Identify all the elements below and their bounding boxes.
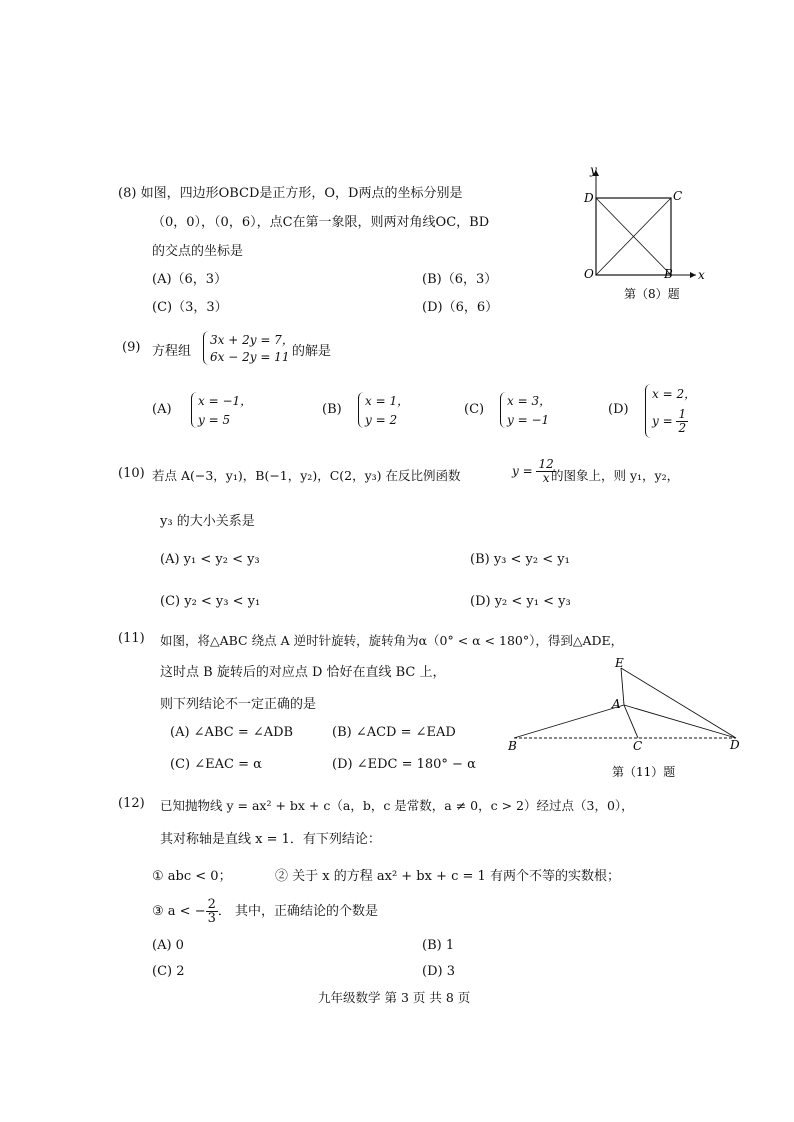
- q11-line-ed: [621, 668, 736, 738]
- q9-option-d-x: x = 2，: [652, 387, 697, 401]
- q12-item3-prefix: ③ a < −: [152, 904, 206, 919]
- q8-text-1: 如图，四边形OBCD是正方形，O，D两点的坐标分别是: [140, 186, 463, 201]
- q9-eq2: 6x − 2y = 11: [210, 350, 290, 364]
- q11-label-c: C: [633, 739, 643, 753]
- q11-option-d: (D) ∠EDC = 180° − α: [332, 757, 476, 772]
- q11-caption: 第（11）题: [612, 765, 676, 779]
- q9-option-a-y: y = 5: [198, 413, 231, 427]
- q9-option-d-y-prefix: y =: [652, 414, 673, 428]
- q8-option-b: (B)（6，3）: [422, 272, 498, 287]
- q11-stem-line2: 这时点 B 旋转后的对应点 D 恰好在直线 BC 上，: [160, 665, 446, 680]
- q8-label-o: O: [584, 267, 594, 281]
- q9-system-brace: [203, 331, 210, 365]
- q9-option-c-x: x = 3，: [507, 394, 552, 408]
- q8-stem-line2: （0，0），（0，6），点C在第一象限，则两对角线OC，BD: [152, 215, 490, 230]
- q11-line-ac: [624, 705, 638, 738]
- q9-option-b-brace: [358, 392, 365, 428]
- q10-option-d: (D) y₂ < y₁ < y₃: [470, 594, 571, 609]
- q9-option-d-fraction: [676, 408, 688, 435]
- q9-option-d-den: 2: [678, 421, 687, 435]
- q9-number: (9): [122, 340, 141, 355]
- q11-label-a: A: [612, 697, 621, 711]
- q11-figure: [500, 650, 756, 782]
- q9-option-d-label: (D): [608, 402, 629, 417]
- q10-stem-a: 若点 A(−3，y₁)，B(−1，y₂)，C(2，y₃) 在反比例函数: [152, 468, 461, 483]
- q12-option-c: (C) 2: [152, 964, 185, 979]
- q8-option-c: (C)（3，3）: [152, 300, 228, 315]
- q9-option-b-x: x = 1，: [365, 394, 410, 408]
- q10-func-den: x: [542, 471, 550, 485]
- q11-label-d: D: [730, 738, 740, 752]
- q12-item1: ① abc < 0；: [152, 869, 232, 884]
- q11-option-a: (A) ∠ABC = ∠ADB: [170, 725, 294, 740]
- q12-number: (12): [118, 796, 145, 811]
- q11-label-b: B: [508, 739, 517, 753]
- q10-stem-line2: y₃ 的大小关系是: [160, 514, 255, 529]
- q10-function: [512, 458, 556, 485]
- q12-item3-suffix: ． 其中，正确结论的个数是: [217, 904, 379, 919]
- q8-caption: 第（8）题: [624, 287, 680, 301]
- q12-option-b: (B) 1: [422, 938, 455, 953]
- q8-label-x: x: [698, 268, 705, 282]
- q9-eq1: 3x + 2y = 7，: [210, 333, 294, 347]
- q8-figure: [574, 160, 708, 306]
- q8-number: (8): [118, 186, 137, 201]
- q12-item2: ② 关于 x 的方程 ax² + bx + c = 1 有两个不等的实数根；: [275, 869, 620, 884]
- q8-label-d: D: [584, 191, 594, 205]
- q9-option-b-y: y = 2: [365, 413, 398, 427]
- q11-line-ab: [514, 705, 624, 738]
- q11-number: (11): [118, 631, 145, 646]
- q12-stem-line1: 已知抛物线 y = ax² + bx + c（a，b，c 是常数，a ≠ 0，c > 2）经过点（3，0），: [160, 798, 634, 813]
- q9-option-d-y: [652, 408, 688, 435]
- q11-line-ae: [621, 668, 624, 705]
- q12-option-d: (D) 3: [422, 964, 455, 979]
- q10-number: (10): [118, 466, 145, 481]
- q9-option-c-y: y = −1: [507, 413, 550, 427]
- q9-option-d-num: 1: [678, 407, 687, 421]
- q12-item3-num: 2: [207, 897, 216, 912]
- q10-stem-b: 的图象上，则 y₁，y₂，: [551, 468, 680, 483]
- q8-label-b: B: [664, 267, 673, 281]
- q12-stem-line2: 其对称轴是直线 x = 1．有下列结论：: [160, 832, 381, 847]
- q11-label-e: E: [615, 656, 624, 670]
- q8-label-c: C: [673, 189, 683, 203]
- q9-option-b-label: (B): [322, 402, 342, 417]
- q12-item3-den: 3: [207, 911, 216, 926]
- q11-option-b: (B) ∠ACD = ∠EAD: [332, 725, 456, 740]
- q10-func-num: 12: [538, 457, 554, 471]
- q10-func-lhs: y =: [512, 464, 533, 478]
- q8-stem-line3: 的交点的坐标是: [152, 244, 244, 259]
- q12-item3: [152, 898, 378, 925]
- q8-stem-line1: [118, 182, 462, 201]
- q9-stem-suffix: 的解是: [292, 344, 332, 359]
- q12-item3-fraction: [206, 898, 218, 925]
- page-footer: 九年级数学 第 3 页 共 8 页: [318, 990, 471, 1005]
- q9-option-a-label: (A): [152, 402, 172, 417]
- q8-x-arrow: [690, 272, 696, 278]
- q10-option-b: (B) y₃ < y₂ < y₁: [470, 552, 570, 567]
- q8-option-a: (A)（6，3）: [152, 272, 228, 287]
- q9-stem-prefix: 方程组: [152, 344, 192, 359]
- q9-option-a-brace: [191, 392, 198, 428]
- q11-option-c: (C) ∠EAC = α: [170, 757, 262, 772]
- q10-option-a: (A) y₁ < y₂ < y₃: [160, 552, 260, 567]
- q9-option-c-label: (C): [464, 402, 485, 417]
- q9-option-d-brace: [645, 384, 652, 438]
- q11-stem-line1: 如图，将△ABC 绕点 A 逆时针旋转，旋转角为α（0° < α < 180°），得到△ADE，: [160, 633, 624, 648]
- q11-stem-line3: 则下列结论不一定正确的是: [160, 697, 317, 712]
- q12-option-a: (A) 0: [152, 938, 184, 953]
- q10-option-c: (C) y₂ < y₃ < y₁: [160, 594, 261, 609]
- q8-option-d: (D)（6，6）: [422, 300, 499, 315]
- q8-label-y: y: [590, 163, 597, 177]
- q11-line-ad: [624, 705, 736, 738]
- q9-option-a-x: x = −1，: [198, 394, 253, 408]
- q9-option-c-brace: [500, 392, 507, 428]
